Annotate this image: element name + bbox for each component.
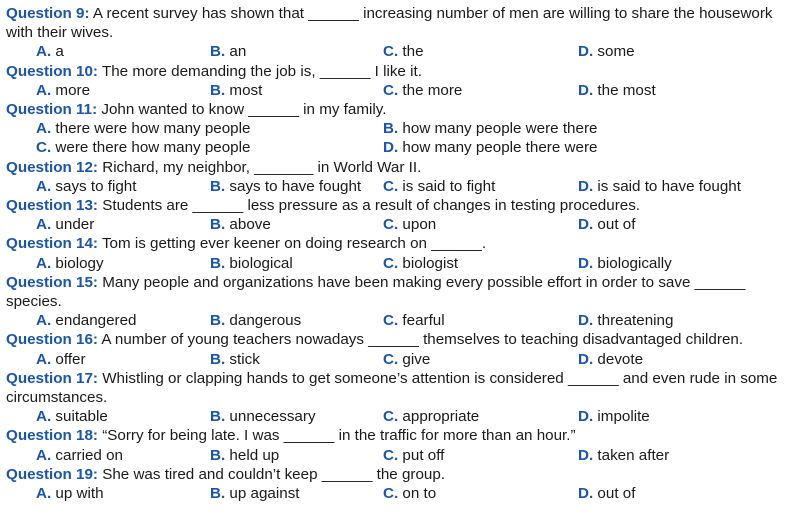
question-stem	[6, 196, 792, 215]
answer-option[interactable]	[36, 138, 250, 157]
question-number: Question 18:	[6, 427, 98, 445]
option-letter: D.	[383, 139, 399, 157]
option-text: how many people there were	[402, 139, 598, 157]
option-letter: A.	[36, 216, 52, 234]
option-letter: A.	[36, 43, 52, 61]
option-text: stick	[229, 350, 260, 368]
question-text: John wanted to know ______ in my family.	[97, 101, 387, 118]
question-number: Question 11:	[6, 101, 98, 118]
option-text: put off	[402, 446, 445, 464]
option-letter: C.	[383, 216, 399, 234]
answer-option[interactable]	[36, 484, 104, 503]
question-number: Question 19:	[6, 465, 98, 483]
answer-option[interactable]	[210, 177, 361, 196]
option-text: a	[55, 43, 64, 61]
option-text: offer	[55, 350, 86, 368]
option-text: biologically	[597, 254, 672, 272]
option-text: says to fight	[55, 177, 137, 195]
options-row	[6, 446, 792, 465]
question-stem	[6, 234, 792, 253]
question-number: Question 17:	[6, 369, 98, 387]
option-letter: A.	[36, 485, 52, 502]
question-text: Tom is getting ever keener on doing research on ______.	[98, 235, 487, 253]
question-stem	[6, 273, 792, 311]
option-text: appropriate	[402, 408, 480, 426]
question-16	[6, 330, 792, 368]
option-letter: B.	[210, 177, 226, 195]
question-text: Students are ______ less pressure as a result of changes in testing procedures.	[98, 197, 641, 214]
option-text: biological	[229, 254, 293, 272]
option-letter: D.	[578, 350, 594, 368]
question-15	[6, 273, 792, 331]
option-text: more	[55, 81, 91, 99]
answer-option[interactable]	[383, 81, 462, 100]
question-stem	[6, 330, 792, 349]
option-text: on to	[402, 485, 437, 502]
question-text: Whistling or clapping hands to get someone’s attention is considered ______ and even rude in some circumstances.	[6, 369, 778, 406]
answer-option[interactable]	[383, 446, 444, 465]
options-row	[6, 350, 792, 369]
answer-option[interactable]	[383, 177, 495, 196]
option-letter: D.	[578, 216, 594, 234]
answer-option[interactable]	[578, 254, 672, 273]
answer-option[interactable]	[210, 446, 279, 465]
option-text: devote	[597, 350, 644, 368]
question-17	[6, 369, 792, 427]
option-letter: C.	[383, 81, 399, 99]
options-row	[6, 407, 792, 426]
options-row	[6, 119, 792, 138]
option-letter: B.	[210, 254, 226, 272]
option-text: an	[229, 43, 247, 61]
option-letter: C.	[36, 139, 52, 157]
question-number: Question 13:	[6, 197, 98, 214]
answer-option[interactable]	[578, 446, 669, 465]
answer-option[interactable]	[383, 42, 424, 61]
answer-option[interactable]	[578, 81, 656, 100]
answer-option[interactable]	[383, 350, 430, 369]
option-text: the	[402, 43, 424, 61]
question-number: Question 12:	[6, 158, 98, 176]
option-letter: A.	[36, 254, 52, 272]
answer-option[interactable]	[210, 350, 260, 369]
options-row	[6, 42, 792, 61]
option-letter: D.	[578, 485, 594, 502]
question-18	[6, 426, 792, 464]
answer-option[interactable]	[36, 42, 64, 61]
question-text: “Sorry for being late. I was ______ in the traffic for more than an hour.”	[98, 427, 576, 445]
question-13	[6, 196, 792, 234]
answer-option[interactable]	[210, 254, 293, 273]
option-letter: A.	[36, 446, 52, 464]
question-stem	[6, 158, 792, 177]
option-letter: C.	[383, 446, 399, 464]
answer-option[interactable]	[36, 350, 86, 369]
option-text: out of	[597, 485, 636, 502]
answer-option[interactable]	[383, 407, 479, 426]
option-letter: D.	[578, 254, 594, 272]
option-letter: B.	[210, 446, 226, 464]
question-14	[6, 234, 792, 272]
option-letter: C.	[383, 254, 399, 272]
option-letter: C.	[383, 350, 399, 368]
option-letter: C.	[383, 312, 399, 330]
options-row	[6, 81, 792, 100]
option-letter: A.	[36, 120, 52, 138]
option-letter: A.	[36, 81, 52, 99]
question-stem	[6, 465, 792, 484]
option-letter: B.	[383, 120, 399, 138]
option-text: held up	[229, 446, 280, 464]
option-letter: D.	[578, 446, 594, 464]
options-row	[6, 177, 792, 196]
option-text: were there how many people	[55, 139, 251, 157]
options-row	[6, 138, 792, 157]
option-letter: C.	[383, 485, 399, 502]
answer-option[interactable]	[36, 119, 250, 138]
option-text: suitable	[55, 408, 108, 426]
answer-option[interactable]	[36, 177, 136, 196]
answer-option[interactable]	[578, 42, 635, 61]
option-letter: B.	[210, 408, 226, 426]
option-letter: B.	[210, 43, 226, 61]
option-text: give	[402, 350, 431, 368]
option-letter: A.	[36, 177, 52, 195]
option-letter: C.	[383, 177, 399, 195]
option-text: the more	[402, 81, 463, 99]
option-letter: D.	[578, 408, 594, 426]
option-text: unnecessary	[229, 408, 316, 426]
option-letter: B.	[210, 81, 226, 99]
option-letter: B.	[210, 216, 226, 234]
question-number: Question 10:	[6, 62, 98, 80]
answer-option[interactable]	[383, 215, 436, 234]
option-text: most	[229, 81, 263, 99]
answer-option[interactable]	[578, 484, 635, 503]
option-text: upon	[402, 216, 437, 234]
question-text: A number of young teachers nowadays ______ themselves to teaching disadvantaged children.	[98, 331, 744, 349]
option-text: fearful	[402, 312, 445, 330]
answer-option[interactable]	[210, 407, 316, 426]
answer-option[interactable]	[210, 484, 300, 503]
option-letter: B.	[210, 312, 226, 330]
option-text: threatening	[597, 312, 674, 330]
question-number: Question 16:	[6, 331, 98, 349]
option-letter: D.	[578, 312, 594, 330]
question-11	[6, 100, 792, 158]
option-text: taken after	[597, 446, 670, 464]
question-stem	[6, 369, 792, 407]
question-text: The more demanding the job is, ______ I like it.	[98, 62, 422, 80]
question-number: Question 15:	[6, 273, 98, 291]
question-number: Question 14:	[6, 235, 98, 253]
option-text: there were how many people	[55, 120, 251, 138]
options-row	[6, 254, 792, 273]
option-text: under	[55, 216, 95, 234]
answer-option[interactable]	[36, 407, 108, 426]
question-19	[6, 465, 792, 503]
answer-option[interactable]	[36, 311, 137, 330]
answer-option[interactable]	[578, 407, 650, 426]
option-letter: A.	[36, 312, 52, 330]
question-12	[6, 158, 792, 196]
answer-option[interactable]	[383, 484, 436, 503]
option-letter: B.	[210, 350, 226, 368]
question-text: She was tired and couldn’t keep ______ the group.	[98, 465, 446, 483]
option-text: up against	[229, 485, 300, 502]
option-letter: D.	[578, 43, 594, 61]
answer-option[interactable]	[210, 311, 301, 330]
answer-option[interactable]	[578, 177, 741, 196]
options-row	[6, 484, 792, 503]
answer-option[interactable]	[210, 42, 246, 61]
question-stem	[6, 4, 792, 42]
question-9	[6, 4, 792, 62]
option-text: biologist	[402, 254, 459, 272]
option-text: dangerous	[229, 312, 302, 330]
option-text: out of	[597, 216, 636, 234]
option-text: how many people were there	[402, 120, 598, 138]
option-letter: C.	[383, 408, 399, 426]
answer-option[interactable]	[36, 446, 123, 465]
option-letter: A.	[36, 350, 52, 368]
option-text: up with	[55, 485, 104, 502]
answer-option[interactable]	[210, 81, 262, 100]
option-letter: C.	[383, 43, 399, 61]
option-text: biology	[55, 254, 104, 272]
question-stem	[6, 426, 792, 445]
question-number: Question 9:	[6, 5, 90, 22]
question-stem	[6, 100, 792, 119]
option-letter: B.	[210, 485, 226, 502]
answer-option[interactable]	[383, 119, 597, 138]
answer-option[interactable]	[578, 311, 673, 330]
question-stem	[6, 62, 792, 81]
answer-option[interactable]	[383, 311, 445, 330]
answer-option[interactable]	[383, 254, 458, 273]
option-text: above	[229, 216, 271, 234]
option-text: says to have fought	[229, 177, 362, 195]
question-text: Richard, my neighbor, _______ in World War II.	[98, 158, 422, 176]
answer-option[interactable]	[210, 215, 271, 234]
option-text: impolite	[597, 408, 650, 426]
answer-option[interactable]	[36, 215, 94, 234]
option-letter: D.	[578, 81, 594, 99]
answer-option[interactable]	[578, 350, 643, 369]
option-text: endangered	[55, 312, 137, 330]
question-text: A recent survey has shown that ______ increasing number of men are willing to share the housework with their wives.	[6, 5, 773, 42]
option-letter: A.	[36, 408, 52, 426]
answer-option[interactable]	[578, 215, 635, 234]
answer-option[interactable]	[36, 254, 104, 273]
options-row	[6, 311, 792, 330]
option-text: is said to fight	[402, 177, 496, 195]
option-text: the most	[597, 81, 656, 99]
question-text: Many people and organizations have been making every possible effort in order to save ______ species.	[6, 273, 746, 310]
question-10	[6, 62, 792, 100]
answer-option[interactable]	[36, 81, 90, 100]
option-letter: D.	[578, 177, 594, 195]
option-text: some	[597, 43, 635, 61]
option-text: carried on	[55, 446, 123, 464]
answer-option[interactable]	[383, 138, 597, 157]
options-row	[6, 215, 792, 234]
option-text: is said to have fought	[597, 177, 741, 195]
